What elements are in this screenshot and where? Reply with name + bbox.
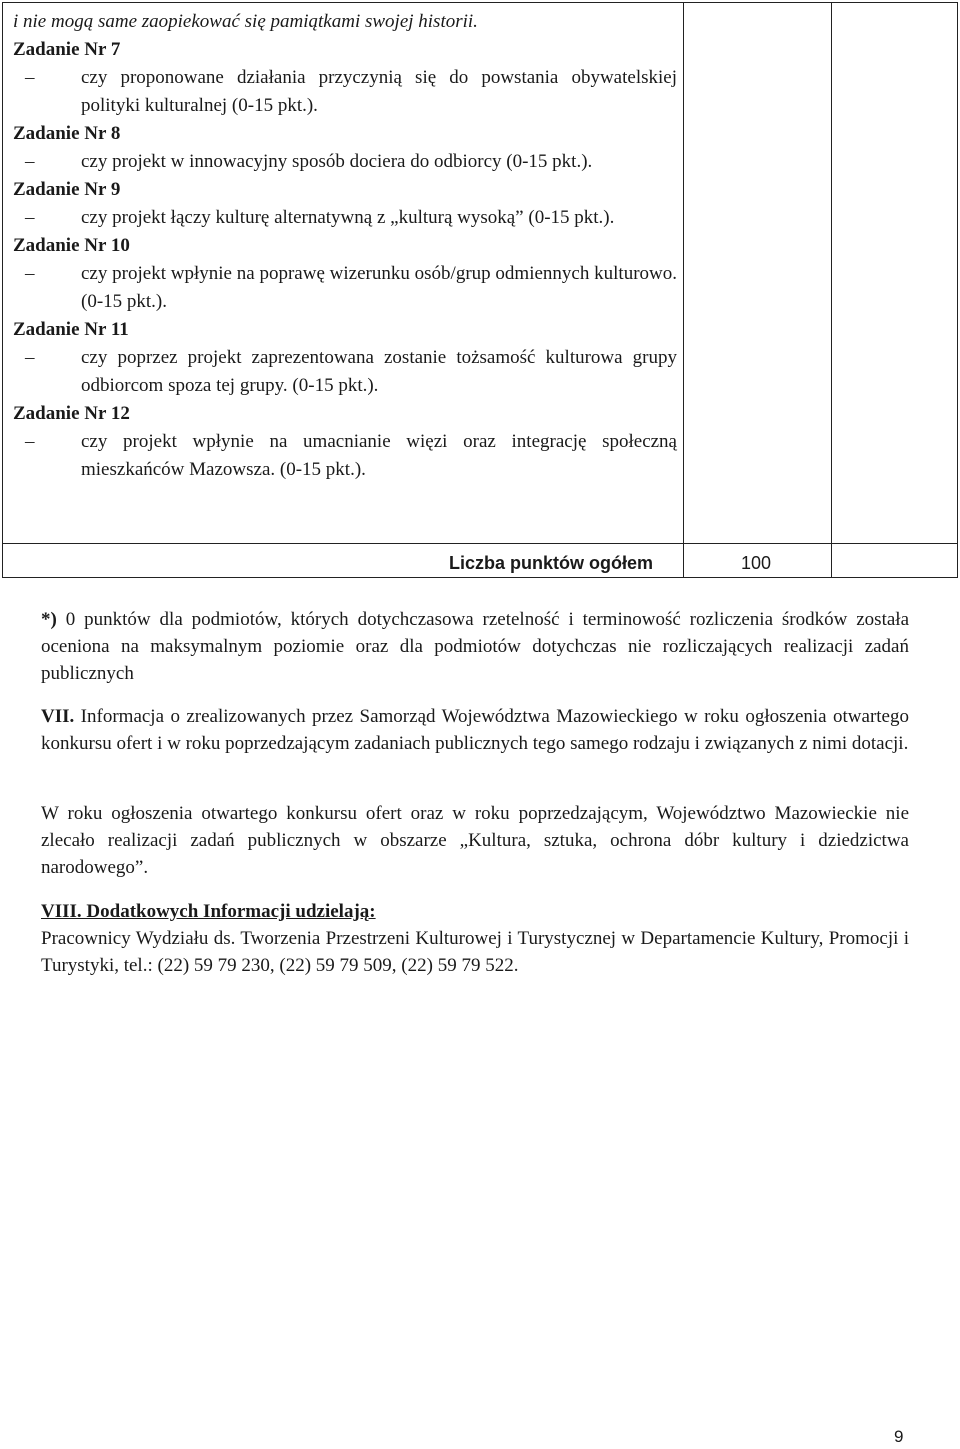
section-vii-number: VII.	[41, 706, 75, 727]
task-10	[13, 232, 677, 316]
criterion-text: czy proponowane działania przyczynią się do powstania obywatelskiej polityki kulturalnej (0-15 pkt.).	[81, 67, 677, 116]
footnote	[41, 606, 909, 687]
section-viii-heading: VIII. Dodatkowych Informacji udzielają:	[41, 901, 376, 922]
task-12	[13, 400, 677, 484]
section-vii-text: Informacja o zrealizowanych przez Samorząd Województwa Mazowieckiego w roku ogłoszenia otwartego konkursu ofert i w roku poprzedzającym zadaniach publicznych tego samego rodzaju i związanych z nimi dotacji.	[41, 706, 909, 754]
table-column-divider	[831, 3, 832, 577]
criterion-text: czy poprzez projekt zaprezentowana zostanie tożsamość kulturowa grupy odbiorcom spoza tej grupy. (0-15 pkt.).	[81, 347, 677, 396]
criterion-text: czy projekt wpłynie na poprawę wizerunku osób/grup odmiennych kulturowo. (0-15 pkt.).	[81, 263, 677, 312]
criterion-text: czy projekt wpłynie na umacnianie więzi oraz integrację społeczną mieszkańców Mazowsza. (0-15 pkt.).	[81, 431, 677, 480]
table-row-divider	[3, 543, 957, 544]
criterion-text: czy projekt łączy kulturę alternatywną z „kulturą wysoką” (0-15 pkt.).	[81, 207, 615, 228]
task-title: Zadanie Nr 8	[13, 123, 121, 144]
dash-bullet: –	[25, 431, 35, 452]
dash-bullet: –	[25, 347, 35, 368]
task-title: Zadanie Nr 10	[13, 235, 130, 256]
scoring-table	[2, 2, 958, 578]
table-column-divider	[683, 3, 684, 577]
section-vii-paragraph: W roku ogłoszenia otwartego konkursu ofert oraz w roku poprzedzającym, Województwo Mazowieckie nie zlecało realizacji zadań publicznych w obszarze „Kultura, sztuka, ochrona dóbr kultury i dziedzictwa narodowego”.	[41, 803, 909, 878]
task-11	[13, 316, 677, 400]
footnote-text: 0 punktów dla podmiotów, których dotychczasowa rzetelność i terminowość rozliczenia środków została oceniona na maksymalnym poziomie oraz dla podmiotów dotychczas nie rozliczających realizacji zadań publicznych	[41, 609, 909, 684]
task-criterion	[13, 148, 677, 176]
page-number: 9	[894, 1427, 904, 1446]
task-8	[13, 120, 677, 176]
dash-bullet: –	[25, 151, 35, 172]
criterion-text: czy projekt w innowacyjny sposób dociera do odbiorcy (0-15 pkt.).	[81, 151, 593, 172]
intro-line: i nie mogą same zaopiekować się pamiątkami swojej historii.	[13, 11, 478, 32]
dash-bullet: –	[25, 207, 35, 228]
task-criterion	[13, 344, 677, 400]
task-title: Zadanie Nr 11	[13, 319, 129, 340]
footnote-mark: *)	[41, 609, 57, 630]
task-9	[13, 176, 677, 232]
criteria-cell	[13, 8, 677, 484]
section-vii	[41, 703, 909, 757]
section-viii	[41, 898, 909, 979]
task-title: Zadanie Nr 12	[13, 403, 130, 424]
task-criterion	[13, 64, 677, 120]
task-criterion	[13, 428, 677, 484]
total-points-label: Liczba punktów ogółem	[449, 553, 654, 573]
task-criterion	[13, 204, 677, 232]
dash-bullet: –	[25, 263, 35, 284]
dash-bullet: –	[25, 67, 35, 88]
task-7	[13, 36, 677, 120]
total-points-value: 100	[741, 553, 772, 573]
task-title: Zadanie Nr 7	[13, 39, 121, 60]
task-title: Zadanie Nr 9	[13, 179, 121, 200]
task-criterion	[13, 260, 677, 316]
section-viii-text: Pracownicy Wydziału ds. Tworzenia Przestrzeni Kulturowej i Turystycznej w Departamencie Kultury, Promocji i Turystyki, tel.: (22) 59 79 230, (22) 59 79 509, (22) 59 79 522.	[41, 928, 909, 976]
